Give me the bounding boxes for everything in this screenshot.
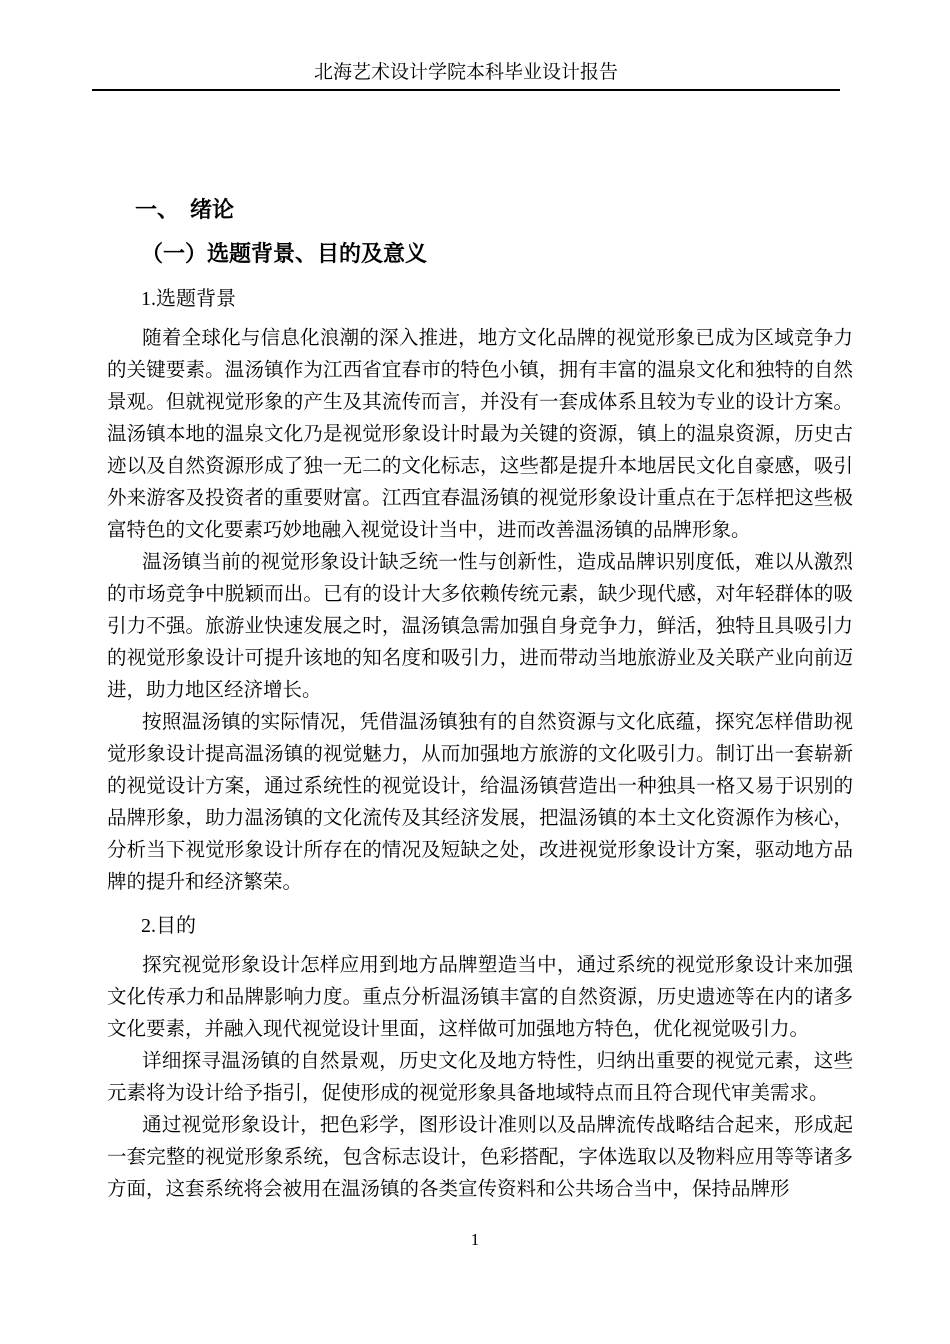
section-heading: （一）选题背景、目的及意义	[141, 241, 428, 266]
paragraph-6: 通过视觉形象设计，把色彩学，图形设计准则以及品牌流传战略结合起来，形成起一套完整的视觉形象系统，包含标志设计，色彩搭配，字体选取以及物料应用等等诸多方面，这套系统将会被用在温汤镇的各类宣传资料和公共场合当中，保持品牌形	[107, 1115, 853, 1200]
paragraph-4: 探究视觉形象设计怎样应用到地方品牌塑造当中，通过系统的视觉形象设计来加强文化传承力和品牌影响力度。重点分析温汤镇丰富的自然资源，历史遗迹等在内的诸多文化要素，并融入现代视觉设计里面，这样做可加强地方特色，优化视觉吸引力。	[107, 955, 853, 1040]
paragraph-1: 随着全球化与信息化浪潮的深入推进，地方文化品牌的视觉形象已成为区域竞争力的关键要素。温汤镇作为江西省宜春市的特色小镇，拥有丰富的温泉文化和独特的自然景观。但就视觉形象的产生及其流传而言，并没有一套成体系且较为专业的设计方案。温汤镇本地的温泉文化乃是视觉形象设计时最为关键的资源，镇上的温泉资源，历史古迹以及自然资源形成了独一无二的文化标志，这些都是提升本地居民文化自豪感，吸引外来游客及投资者的重要财富。江西宜春温汤镇的视觉形象设计重点在于怎样把这些极富特色的文化要素巧妙地融入视觉设计当中，进而改善温汤镇的品牌形象。	[107, 328, 853, 541]
paragraph-3: 按照温汤镇的实际情况，凭借温汤镇独有的自然资源与文化底蕴，探究怎样借助视觉形象设计提高温汤镇的视觉魅力，从而加强地方旅游的文化吸引力。制订出一套崭新的视觉设计方案，通过系统性的视觉设计，给温汤镇营造出一种独具一格又易于识别的品牌形象，助力温汤镇的文化流传及其经济发展，把温汤镇的本土文化资源作为核心，分析当下视觉形象设计所存在的情况及短缺之处，改进视觉形象设计方案，驱动地方品牌的提升和经济繁荣。	[107, 712, 853, 893]
subsection-heading-background: 1.选题背景	[141, 288, 236, 310]
document-body	[107, 196, 853, 1206]
paragraph-5: 详细探寻温汤镇的自然景观，历史文化及地方特性，归纳出重要的视觉元素，这些元素将为设计给予指引，促使形成的视觉形象具备地域特点而且符合现代审美需求。	[107, 1051, 853, 1104]
page-header	[92, 60, 840, 91]
paragraph-2: 温汤镇当前的视觉形象设计缺乏统一性与创新性，造成品牌识别度低，难以从激烈的市场竞争中脱颖而出。已有的设计大多依赖传统元素，缺少现代感，对年轻群体的吸引力不强。旅游业快速发展之时，温汤镇急需加强自身竞争力，鲜活，独特且具吸引力的视觉形象设计可提升该地的知名度和吸引力，进而带动当地旅游业及关联产业向前迈进，助力地区经济增长。	[107, 552, 853, 701]
subsection-heading-purpose: 2.目的	[141, 915, 196, 937]
header-title: 北海艺术设计学院本科毕业设计报告	[313, 62, 618, 83]
page-number: 1	[470, 1230, 480, 1249]
chapter-heading: 一、 绪论	[135, 197, 235, 222]
